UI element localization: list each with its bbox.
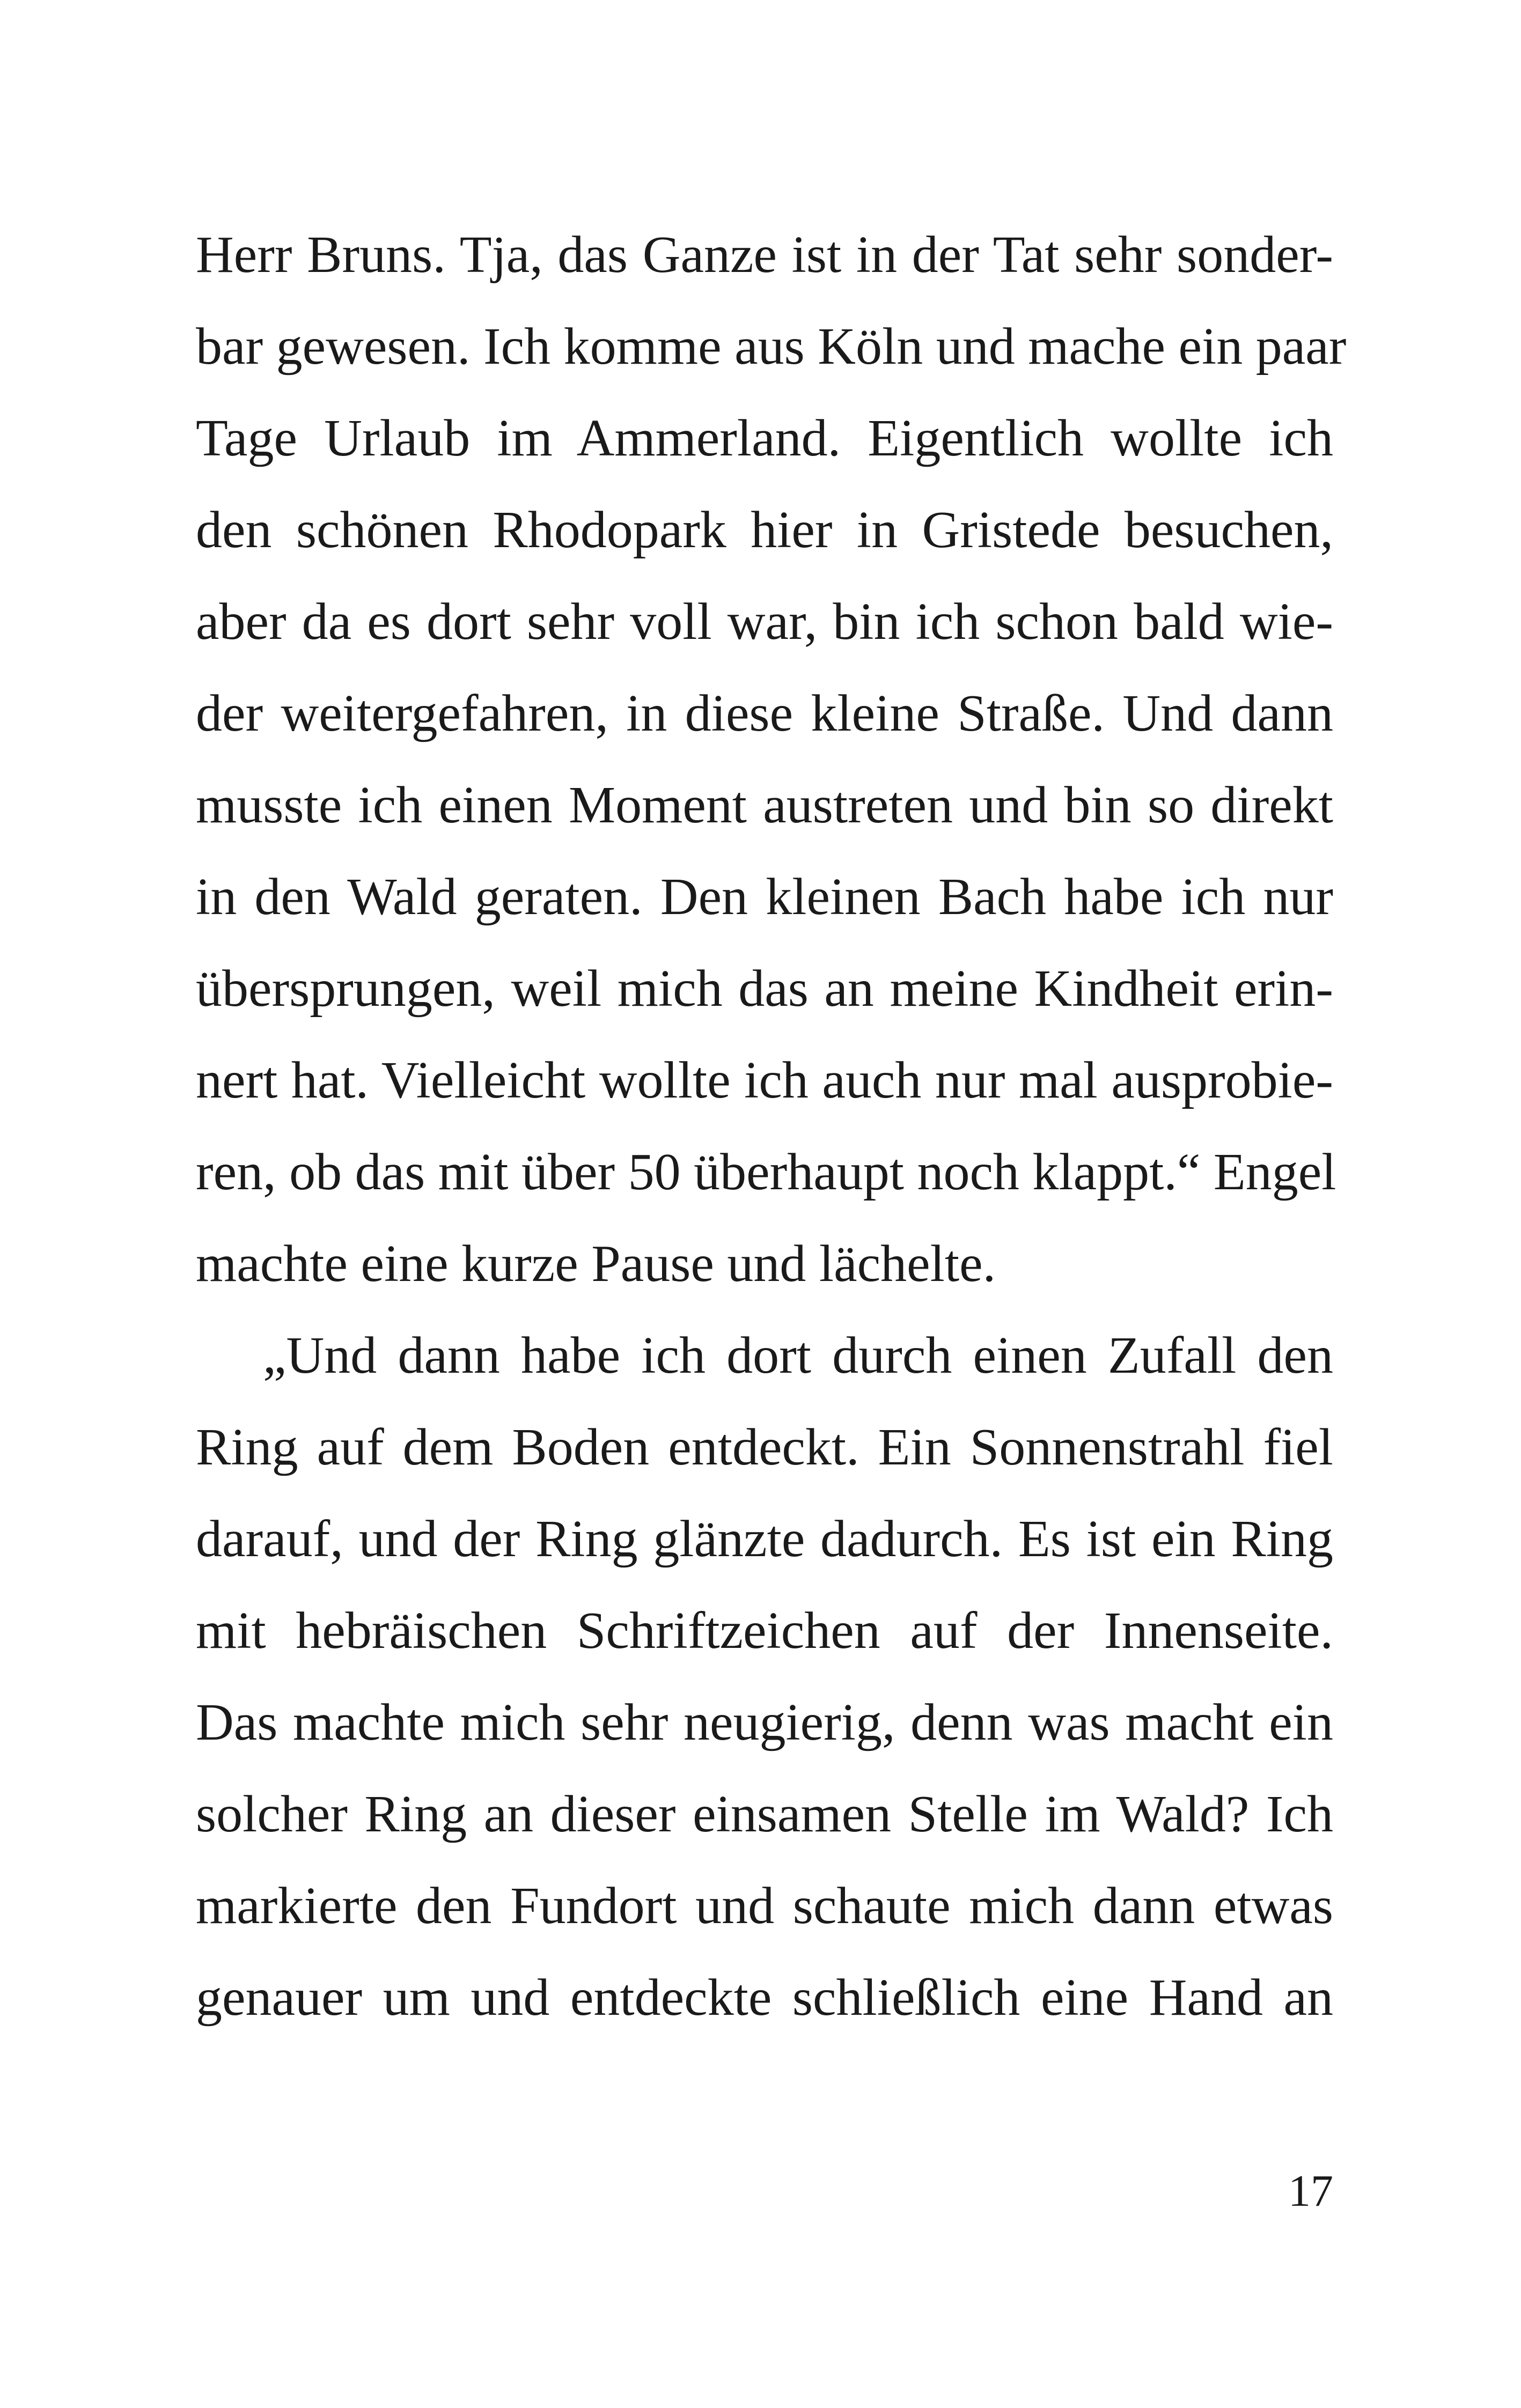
paragraph-1 <box>196 209 1347 1310</box>
text-line: Das machte mich sehr neugierig, denn was macht ein <box>196 1693 1333 1751</box>
text-line: der weitergefahren, in diese kleine Straße. Und dann <box>196 684 1333 742</box>
text-line: ren, ob das mit über 50 überhaupt noch klappt.“ Engel <box>196 1143 1336 1201</box>
text-line: Ring auf dem Boden entdeckt. Ein Sonnenstrahl fiel <box>196 1418 1333 1476</box>
text-line: Tage Urlaub im Ammerland. Eigentlich wollte ich <box>196 409 1333 467</box>
text-line: in den Wald geraten. Den kleinen Bach habe ich nur <box>196 868 1333 926</box>
text-line: darauf, und der Ring glänzte dadurch. Es ist ein Ring <box>196 1510 1333 1568</box>
text-line: „Und dann habe ich dort durch einen Zufall den <box>263 1327 1333 1385</box>
text-line: markierte den Fundort und schaute mich dann etwas <box>196 1877 1333 1935</box>
page-number: 17 <box>1288 2166 1333 2216</box>
text-line: machte eine kurze Pause und lächelte. <box>196 1235 996 1293</box>
text-line: den schönen Rhodopark hier in Gristede besuchen, <box>196 501 1333 559</box>
text-line: übersprungen, weil mich das an meine Kindheit erin- <box>196 960 1333 1018</box>
text-line: solcher Ring an dieser einsamen Stelle im Wald? Ich <box>196 1785 1333 1843</box>
text-line: aber da es dort sehr voll war, bin ich schon bald wie- <box>196 593 1333 651</box>
text-line: genauer um und entdeckte schließlich eine Hand an <box>196 1969 1333 2027</box>
text-line: Herr Bruns. Tja, das Ganze ist in der Tat sehr sonder- <box>196 226 1333 284</box>
text-line: bar gewesen. Ich komme aus Köln und mache ein paar <box>196 318 1347 375</box>
body-text <box>196 209 1347 2044</box>
text-line: musste ich einen Moment austreten und bin so direkt <box>196 776 1333 834</box>
text-line: mit hebräischen Schriftzeichen auf der Innenseite. <box>196 1602 1333 1660</box>
paragraph-2 <box>196 1310 1333 2044</box>
text-line: nert hat. Vielleicht wollte ich auch nur mal ausprobie- <box>196 1051 1333 1109</box>
